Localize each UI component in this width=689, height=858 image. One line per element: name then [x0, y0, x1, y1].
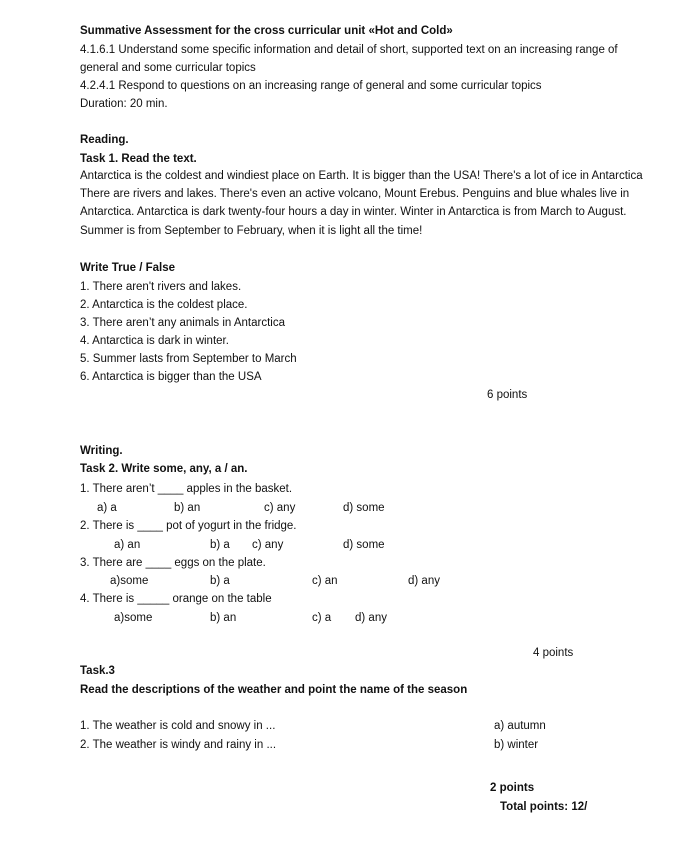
- reading-text: Antarctica is the coldest and windiest place on Earth. It is bigger than the USA! There's a lot of ice in Antarctica There are rivers and lakes. There's even an active volcano, Mount Erebus. Penguins and blue whales live in Antarctica. Antarctica is dark twenty-four hours a day in winter. Winter in Antarctica is from March to August. Summer is from September to February, when it is light all the time!: [80, 170, 643, 237]
- option: d) some: [343, 539, 385, 551]
- true-false-title: Write True / False: [80, 262, 176, 274]
- statement: 6. Antarctica is bigger than the USA: [80, 371, 262, 383]
- task3-instruction: Read the descriptions of the weather and point the name of the season: [80, 684, 468, 696]
- task1-points: 6 points: [487, 389, 528, 401]
- statement: 4. Antarctica is dark in winter.: [80, 335, 229, 347]
- task2-points: 4 points: [533, 647, 574, 659]
- task3-points: 2 points: [490, 782, 535, 794]
- question-4: 4. There is _____ orange on the table: [80, 593, 272, 605]
- statement: 2. Antarctica is the coldest place.: [80, 299, 248, 311]
- option: c) any: [252, 539, 284, 551]
- option: a)some: [114, 612, 153, 624]
- statement: 1. There aren't rivers and lakes.: [80, 281, 242, 293]
- writing-heading: Writing.: [80, 445, 123, 457]
- objective-1-line-1: 4.1.6.1 Understand some specific information and detail of short, supported text on an increasing range of: [80, 44, 618, 56]
- objective-2: 4.2.4.1 Respond to questions on an increasing range of general and some curricular topics: [80, 80, 542, 92]
- option: d) any: [355, 612, 387, 624]
- option: d) some: [343, 502, 385, 514]
- option: a)some: [110, 575, 149, 587]
- option: b) a: [210, 539, 230, 551]
- option: a) an: [114, 539, 141, 551]
- reading-heading: Reading.: [80, 134, 129, 146]
- task3-heading: Task.3: [80, 665, 115, 677]
- season-answer-a: a) autumn: [494, 720, 546, 732]
- page-title: Summative Assessment for the cross curricular unit «Hot and Cold»: [80, 25, 453, 37]
- option: a) a: [97, 502, 117, 514]
- option: b) an: [174, 502, 201, 514]
- duration: Duration: 20 min.: [80, 98, 168, 110]
- statement: 5. Summer lasts from September to March: [80, 353, 297, 365]
- weather-item-1: 1. The weather is cold and snowy in ...: [80, 720, 276, 732]
- question-2: 2. There is ____ pot of yogurt in the fridge.: [80, 520, 297, 532]
- question-1: 1. There aren’t ____ apples in the basket.: [80, 483, 293, 495]
- option: d) any: [408, 575, 440, 587]
- option: c) a: [312, 612, 332, 624]
- option: c) an: [312, 575, 338, 587]
- total-points: Total points: 12/: [500, 801, 588, 813]
- task1-title: Task 1. Read the text.: [80, 153, 197, 165]
- option: b) an: [210, 612, 237, 624]
- question-3: 3. There are ____ eggs on the plate.: [80, 557, 266, 569]
- option: c) any: [264, 502, 296, 514]
- option: b) a: [210, 575, 230, 587]
- statement: 3. There aren’t any animals in Antarctica: [80, 317, 285, 329]
- task2-title: Task 2. Write some, any, a / an.: [80, 463, 248, 475]
- season-answer-b: b) winter: [494, 739, 539, 751]
- weather-item-2: 2. The weather is windy and rainy in ...: [80, 739, 277, 751]
- objective-1-line-2: general and some curricular topics: [80, 62, 256, 74]
